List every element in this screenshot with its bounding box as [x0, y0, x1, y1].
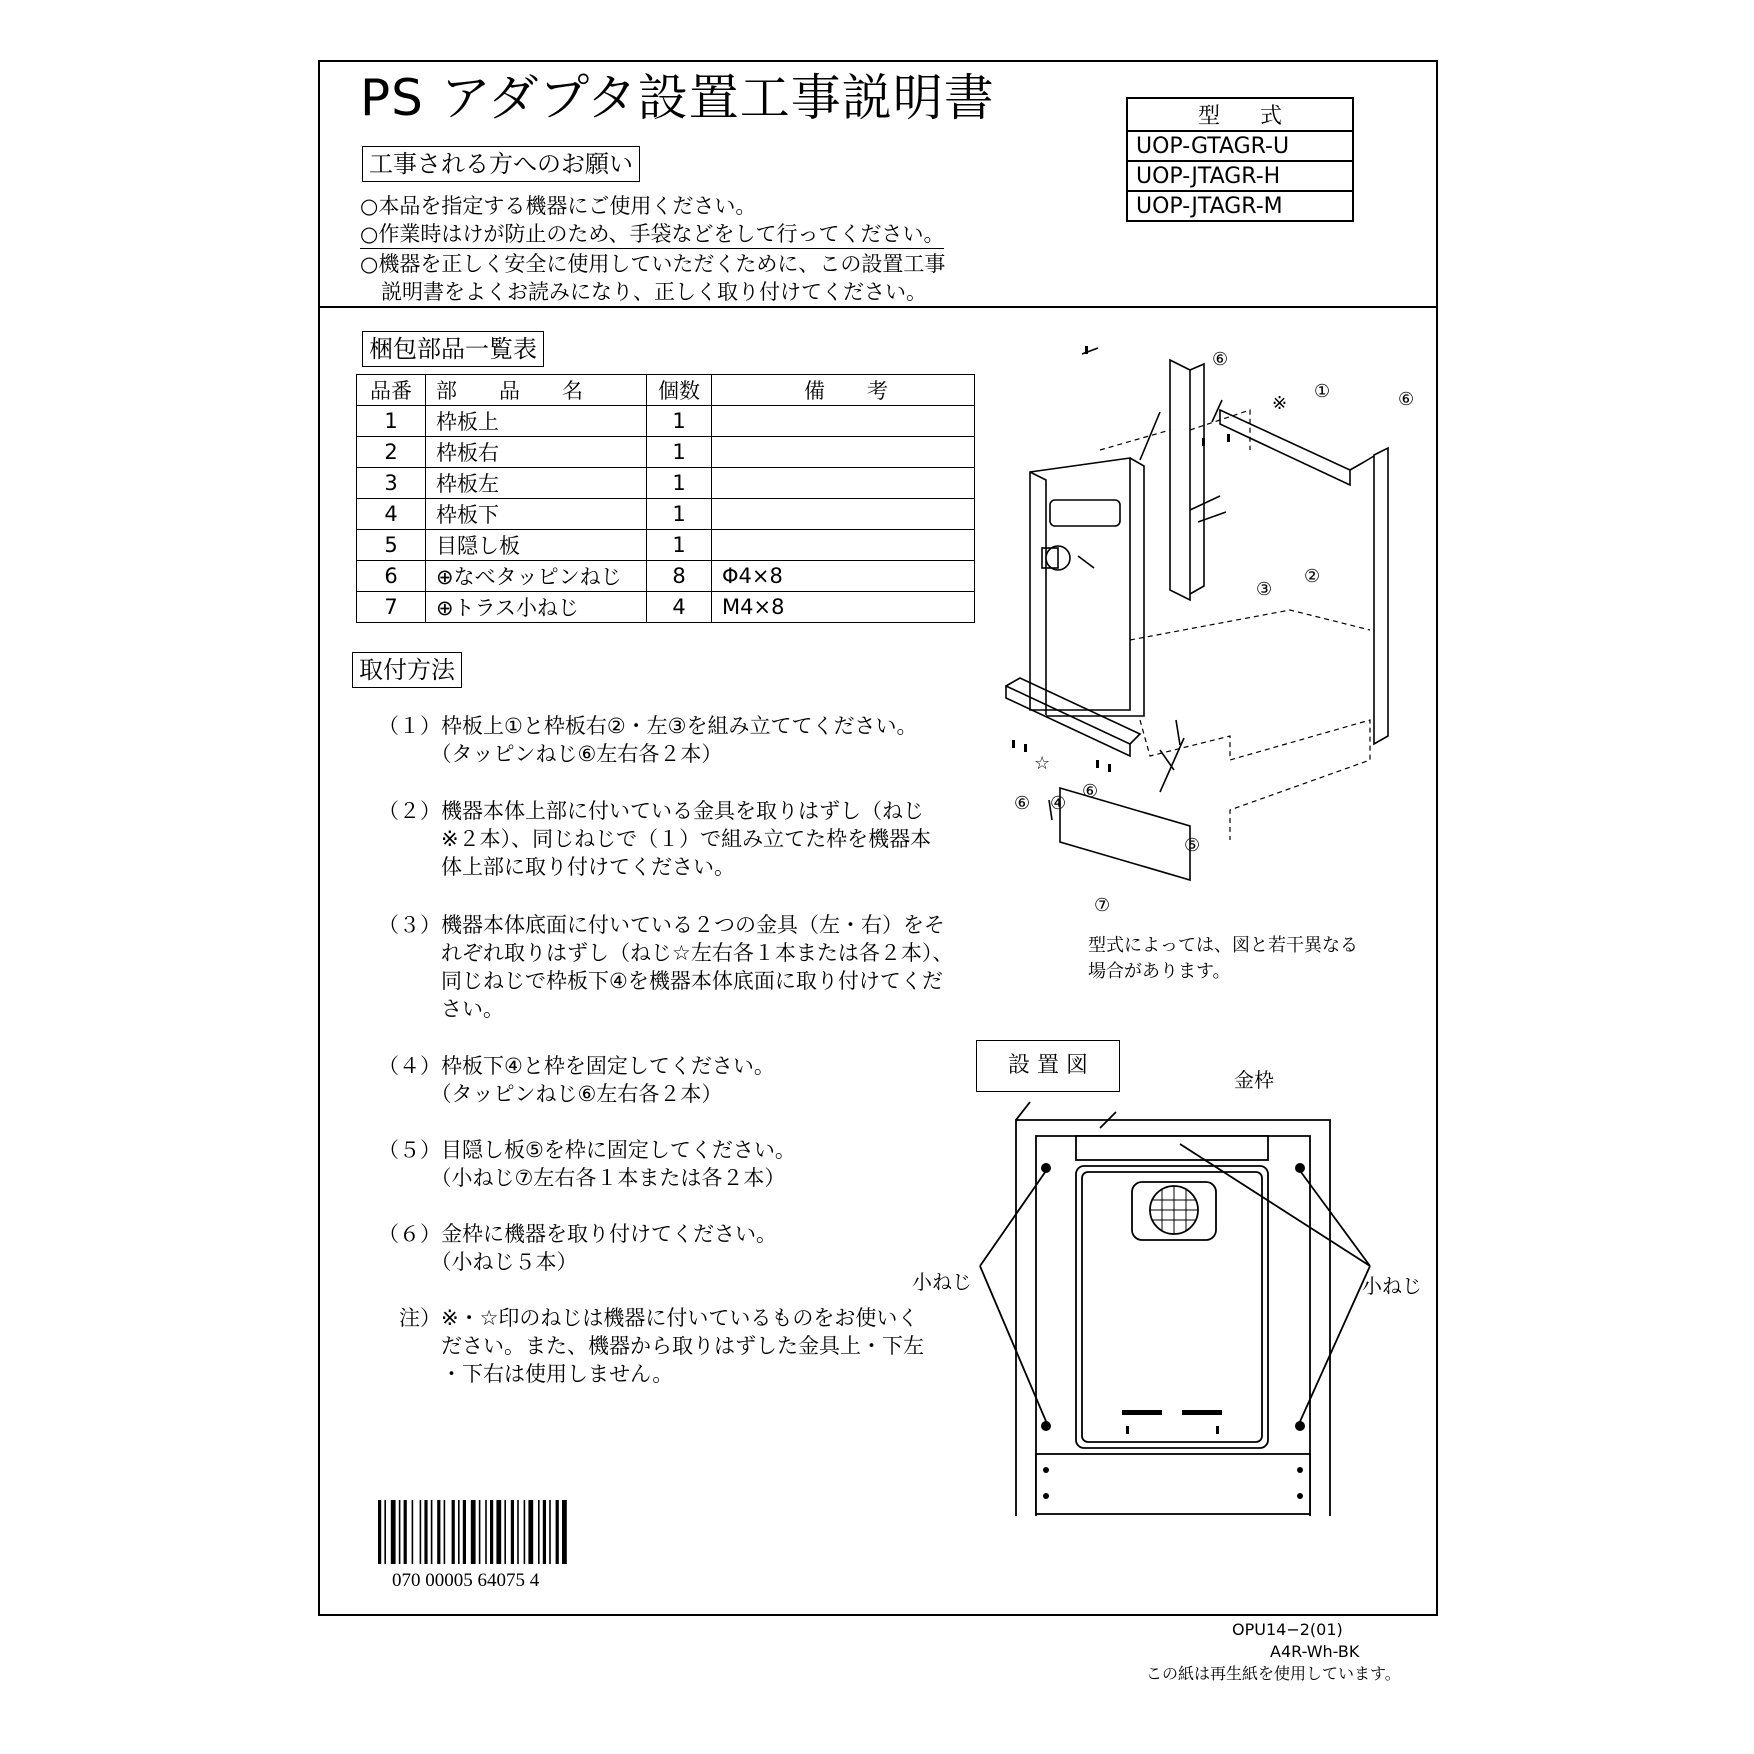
- install-diagram: [900, 1096, 1440, 1524]
- part-qty: 1: [647, 437, 712, 468]
- diagram-note-line: 場合があります。: [1088, 961, 1231, 982]
- col-header: 備 考: [712, 375, 975, 406]
- barcode-bar: [437, 1500, 440, 1564]
- document-code: OPU14−2(01): [1232, 1620, 1343, 1639]
- callout-label: ⑥: [1398, 389, 1415, 410]
- barcode: [378, 1500, 600, 1566]
- col-header: 個数: [647, 375, 712, 406]
- callout-label: ⑥: [1082, 781, 1099, 802]
- table-row: [357, 530, 975, 561]
- callout-label: ☆: [1034, 753, 1051, 774]
- barcode-bar: [538, 1500, 540, 1564]
- barcode-bar: [543, 1500, 546, 1564]
- barcode-bar: [528, 1500, 533, 1564]
- section-divider: [318, 306, 1438, 308]
- part-name: 枠板右: [426, 437, 647, 468]
- part-qty: 1: [647, 530, 712, 561]
- step-line: 体上部に取り付けてください。: [378, 855, 735, 879]
- part-remark: [712, 499, 975, 530]
- step-line: （タッピンねじ⑥左右各２本）: [378, 1082, 723, 1106]
- screw-label-right: 小ねじ: [1362, 1274, 1422, 1298]
- model-item: UOP-JTAGR-H: [1127, 161, 1353, 191]
- barcode-bar: [556, 1500, 559, 1564]
- step-line: （４）枠板下④と枠を固定してください。: [378, 1054, 775, 1078]
- barcode-bar: [517, 1500, 519, 1564]
- callout-label: ④: [1050, 793, 1067, 814]
- install-step: [378, 911, 953, 1023]
- barcode-bar: [463, 1500, 466, 1564]
- barcode-bar: [378, 1500, 381, 1564]
- barcode-bar: [479, 1500, 481, 1564]
- part-remark: [712, 437, 975, 468]
- request-line: ○機器を正しく安全に使用していただくために、この設置工事: [360, 252, 946, 276]
- request-line: ○本品を指定する機器にご使用ください。: [360, 194, 757, 218]
- callout-label: ⑦: [1094, 895, 1111, 916]
- page-title: PS アダプタ設置工事説明書: [360, 69, 995, 127]
- install-step: [378, 712, 917, 768]
- table-row: [357, 499, 975, 530]
- table-row: [357, 406, 975, 437]
- part-number: 6: [357, 561, 426, 592]
- request-line: ○作業時はけが防止のため、手袋などをして行ってください。: [360, 220, 944, 249]
- step-line: ※２本）、同じねじで（１）で組み立てた枠を機器本: [378, 827, 932, 851]
- step-line: （小ねじ⑦左右各１本または各２本）: [378, 1166, 786, 1190]
- barcode-bar: [485, 1500, 487, 1564]
- part-number: 2: [357, 437, 426, 468]
- install-step: [378, 797, 931, 881]
- model-header: 型式: [1127, 98, 1353, 131]
- model-item: UOP-GTAGR-U: [1127, 131, 1353, 161]
- install-step: [378, 1136, 796, 1192]
- barcode-bar: [471, 1500, 476, 1564]
- barcode-bar: [549, 1500, 551, 1564]
- callout-label: ③: [1256, 579, 1273, 600]
- barcode-bar: [404, 1500, 407, 1564]
- step-line: （小ねじ５本）: [378, 1250, 578, 1274]
- barcode-bar: [458, 1500, 460, 1564]
- part-remark: M4×8: [712, 592, 975, 623]
- barcode-bar: [524, 1500, 526, 1564]
- request-line: 説明書をよくお読みになり、正しく取り付けてください。: [360, 280, 927, 304]
- part-name: ⊕トラス小ねじ: [426, 592, 647, 623]
- diagram-note-line: 型式によっては、図と若干異なる: [1088, 935, 1358, 956]
- barcode-bar: [431, 1500, 433, 1564]
- step-line: れぞれ取りはずし（ねじ☆左右各１本または各２本）、: [378, 941, 954, 965]
- parts-heading: 梱包部品一覧表: [362, 331, 544, 367]
- install-step: [378, 1220, 777, 1276]
- step-line: （１）枠板上①と枠板右②・左③を組み立ててください。: [378, 714, 918, 738]
- col-header: 品番: [357, 375, 426, 406]
- table-row: [357, 437, 975, 468]
- parts-table: [356, 374, 975, 623]
- part-qty: 1: [647, 468, 712, 499]
- step-line: （５）目隠し板⑤を枠に固定してください。: [378, 1138, 796, 1162]
- barcode-bar: [444, 1500, 446, 1564]
- table-row: [357, 561, 975, 592]
- part-name: 枠板上: [426, 406, 647, 437]
- part-number: 3: [357, 468, 426, 499]
- part-qty: 1: [647, 499, 712, 530]
- install-heading: 取付方法: [352, 652, 462, 688]
- part-name: 枠板下: [426, 499, 647, 530]
- part-number: 5: [357, 530, 426, 561]
- parts-header-row: [357, 375, 975, 406]
- callout-label: ①: [1314, 381, 1331, 402]
- step-line: さい。: [378, 997, 504, 1021]
- table-row: [357, 592, 975, 623]
- step-line: （タッピンねじ⑥左右各２本）: [378, 742, 723, 766]
- part-qty: 1: [647, 406, 712, 437]
- barcode-bar: [424, 1500, 427, 1564]
- step-line: （２）機器本体上部に付いている金具を取りはずし（ねじ: [378, 799, 924, 823]
- barcode-bar: [412, 1500, 414, 1564]
- barcode-bar: [384, 1500, 386, 1564]
- request-heading: 工事される方へのお願い: [362, 146, 640, 182]
- part-name: 枠板左: [426, 468, 647, 499]
- callout-label: ⑥: [1212, 349, 1229, 370]
- barcode-number: 070 00005 64075 4: [392, 1570, 540, 1591]
- part-remark: Φ4×8: [712, 561, 975, 592]
- callout-label: ⑥: [1014, 793, 1031, 814]
- part-number: 7: [357, 592, 426, 623]
- callout-label: ②: [1304, 566, 1321, 587]
- barcode-bar: [452, 1500, 455, 1564]
- recycled-paper-note: この紙は再生紙を使用しています。: [1146, 1664, 1401, 1683]
- barcode-bar: [511, 1500, 514, 1564]
- barcode-bar: [391, 1500, 396, 1564]
- part-number: 1: [357, 406, 426, 437]
- step-line: 注）※・☆印のねじは機器に付いているものをお使いく: [378, 1306, 919, 1330]
- model-table: [1126, 97, 1354, 222]
- part-number: 4: [357, 499, 426, 530]
- step-line: （３）機器本体底面に付いている２つの金具（左・右）をそ: [378, 913, 945, 937]
- callout-label: ⑤: [1184, 835, 1201, 856]
- step-line: ださい。また、機器から取りはずした金具上・下左: [378, 1334, 924, 1358]
- barcode-bar: [490, 1500, 493, 1564]
- step-line: ・下右は使用しません。: [378, 1362, 674, 1386]
- install-step: [378, 1052, 775, 1108]
- install-note: [378, 1304, 924, 1388]
- part-name: ⊕なべタッピンねじ: [426, 561, 647, 592]
- barcode-bar: [504, 1500, 506, 1564]
- callout-label: ※: [1272, 393, 1288, 414]
- model-item: UOP-JTAGR-M: [1127, 191, 1353, 221]
- step-line: 同じねじで枠板下④を機器本体底面に取り付けてくだ: [378, 969, 943, 993]
- frame-label: 金枠: [1234, 1068, 1274, 1092]
- install-diagram-heading: 設 置 図: [976, 1040, 1120, 1092]
- col-header: 部 品 名: [426, 375, 647, 406]
- barcode-bar: [399, 1500, 401, 1564]
- exploded-diagram: [990, 340, 1430, 940]
- table-row: [357, 468, 975, 499]
- part-qty: 8: [647, 561, 712, 592]
- part-name: 目隠し板: [426, 530, 647, 561]
- part-remark: [712, 468, 975, 499]
- part-remark: [712, 530, 975, 561]
- part-qty: 4: [647, 592, 712, 623]
- part-remark: [712, 406, 975, 437]
- screw-label-left: 小ねじ: [912, 1270, 972, 1294]
- paper-spec: A4R-Wh-BK: [1270, 1642, 1360, 1661]
- barcode-bar: [496, 1500, 501, 1564]
- step-line: （６）金枠に機器を取り付けてください。: [378, 1222, 777, 1246]
- barcode-bar: [420, 1500, 422, 1564]
- barcode-bar: [562, 1500, 567, 1564]
